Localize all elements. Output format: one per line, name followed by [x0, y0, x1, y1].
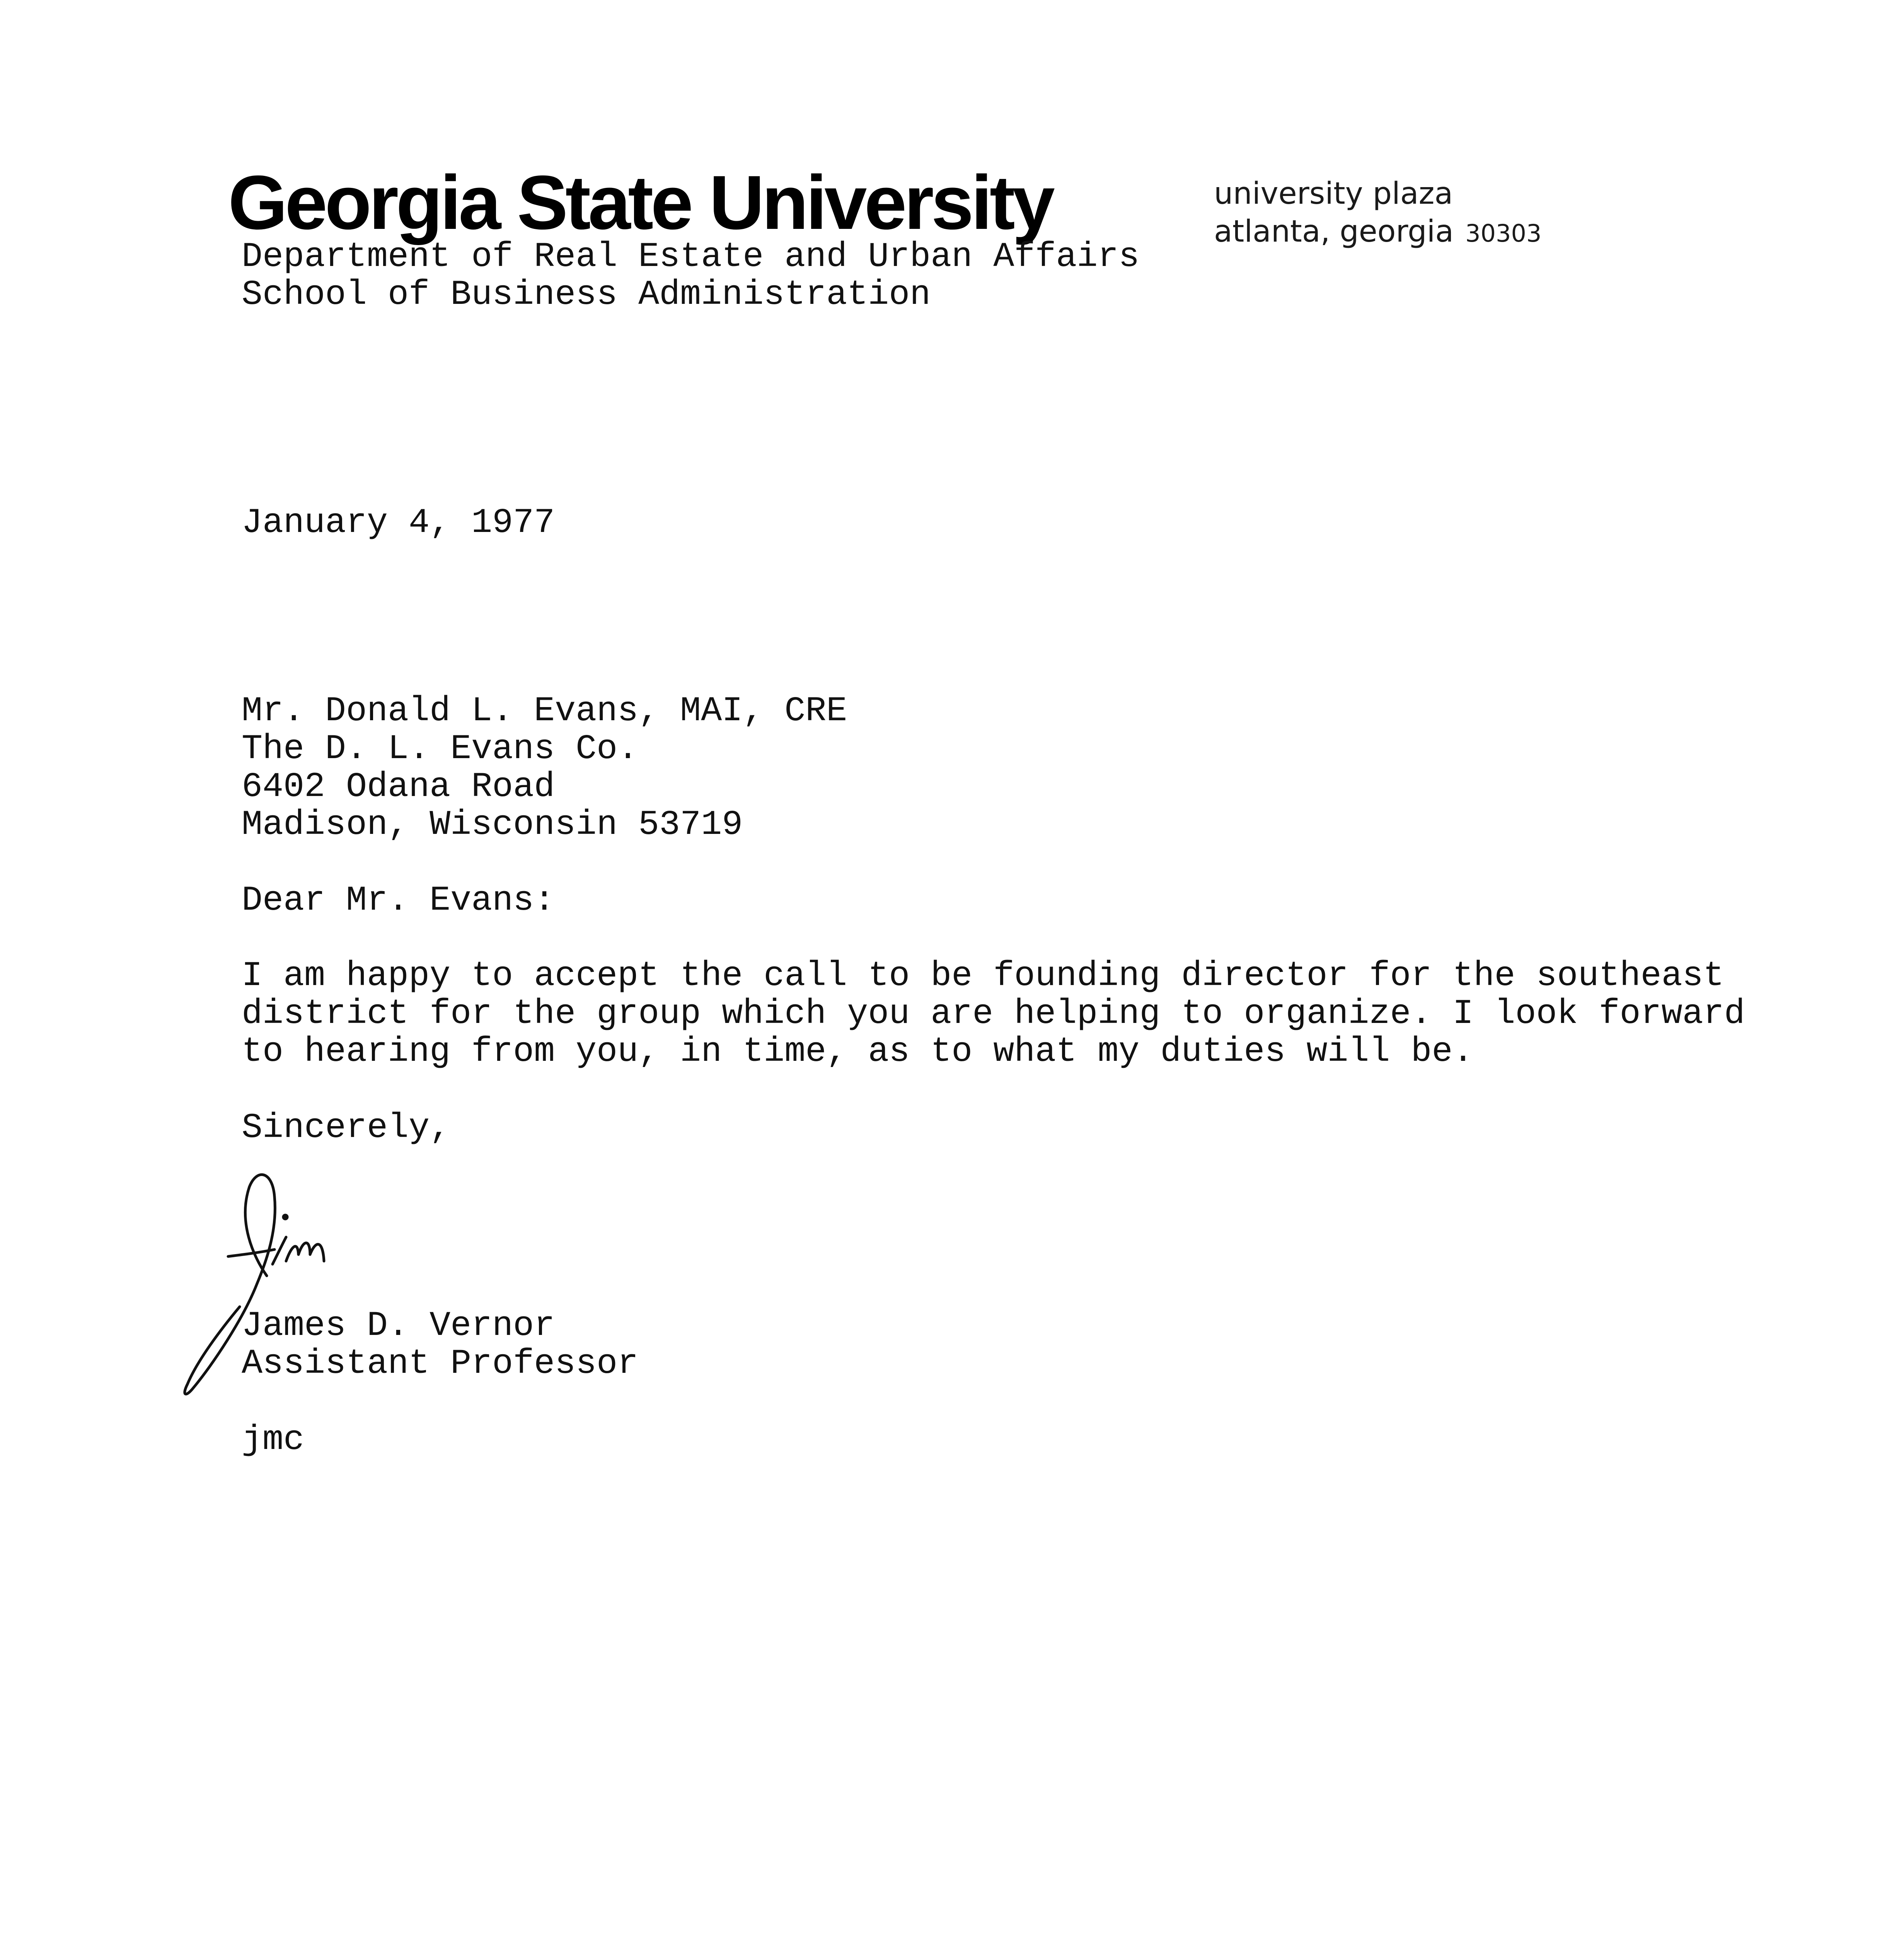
body-line: I am happy to accept the call to be founding director for the southeast [242, 956, 1724, 996]
body-line: to hearing from you, in time, as to what my duties will be. [242, 1032, 1474, 1072]
salutation: Dear Mr. Evans: [242, 881, 555, 920]
university-logo-title: Georgia State University [228, 160, 1052, 245]
signer-name: James D. Vernor [242, 1306, 555, 1346]
closing: Sincerely, [242, 1108, 451, 1148]
recipient-company: The D. L. Evans Co. [242, 730, 639, 769]
recipient-street: 6402 Odana Road [242, 767, 555, 807]
address-line-1: university plaza [1214, 176, 1453, 211]
signer-title: Assistant Professor [242, 1344, 639, 1384]
typist-initials: jmc [242, 1420, 305, 1460]
body-line: district for the group which you are helping to organize. I look forward [242, 994, 1745, 1034]
department-name: Department of Real Estate and Urban Affairs [242, 237, 1140, 277]
recipient-name: Mr. Donald L. Evans, MAI, CRE [242, 692, 847, 731]
address-zip: 30303 [1465, 219, 1542, 247]
letter-date: January 4, 1977 [242, 503, 555, 543]
address-city-state: atlanta, georgia [1214, 214, 1454, 249]
recipient-city: Madison, Wisconsin 53719 [242, 805, 743, 845]
recipient-address-block [242, 694, 847, 845]
letter-body [242, 956, 1745, 1072]
school-name: School of Business Administration [242, 275, 931, 315]
address-line-2 [1214, 216, 1541, 247]
